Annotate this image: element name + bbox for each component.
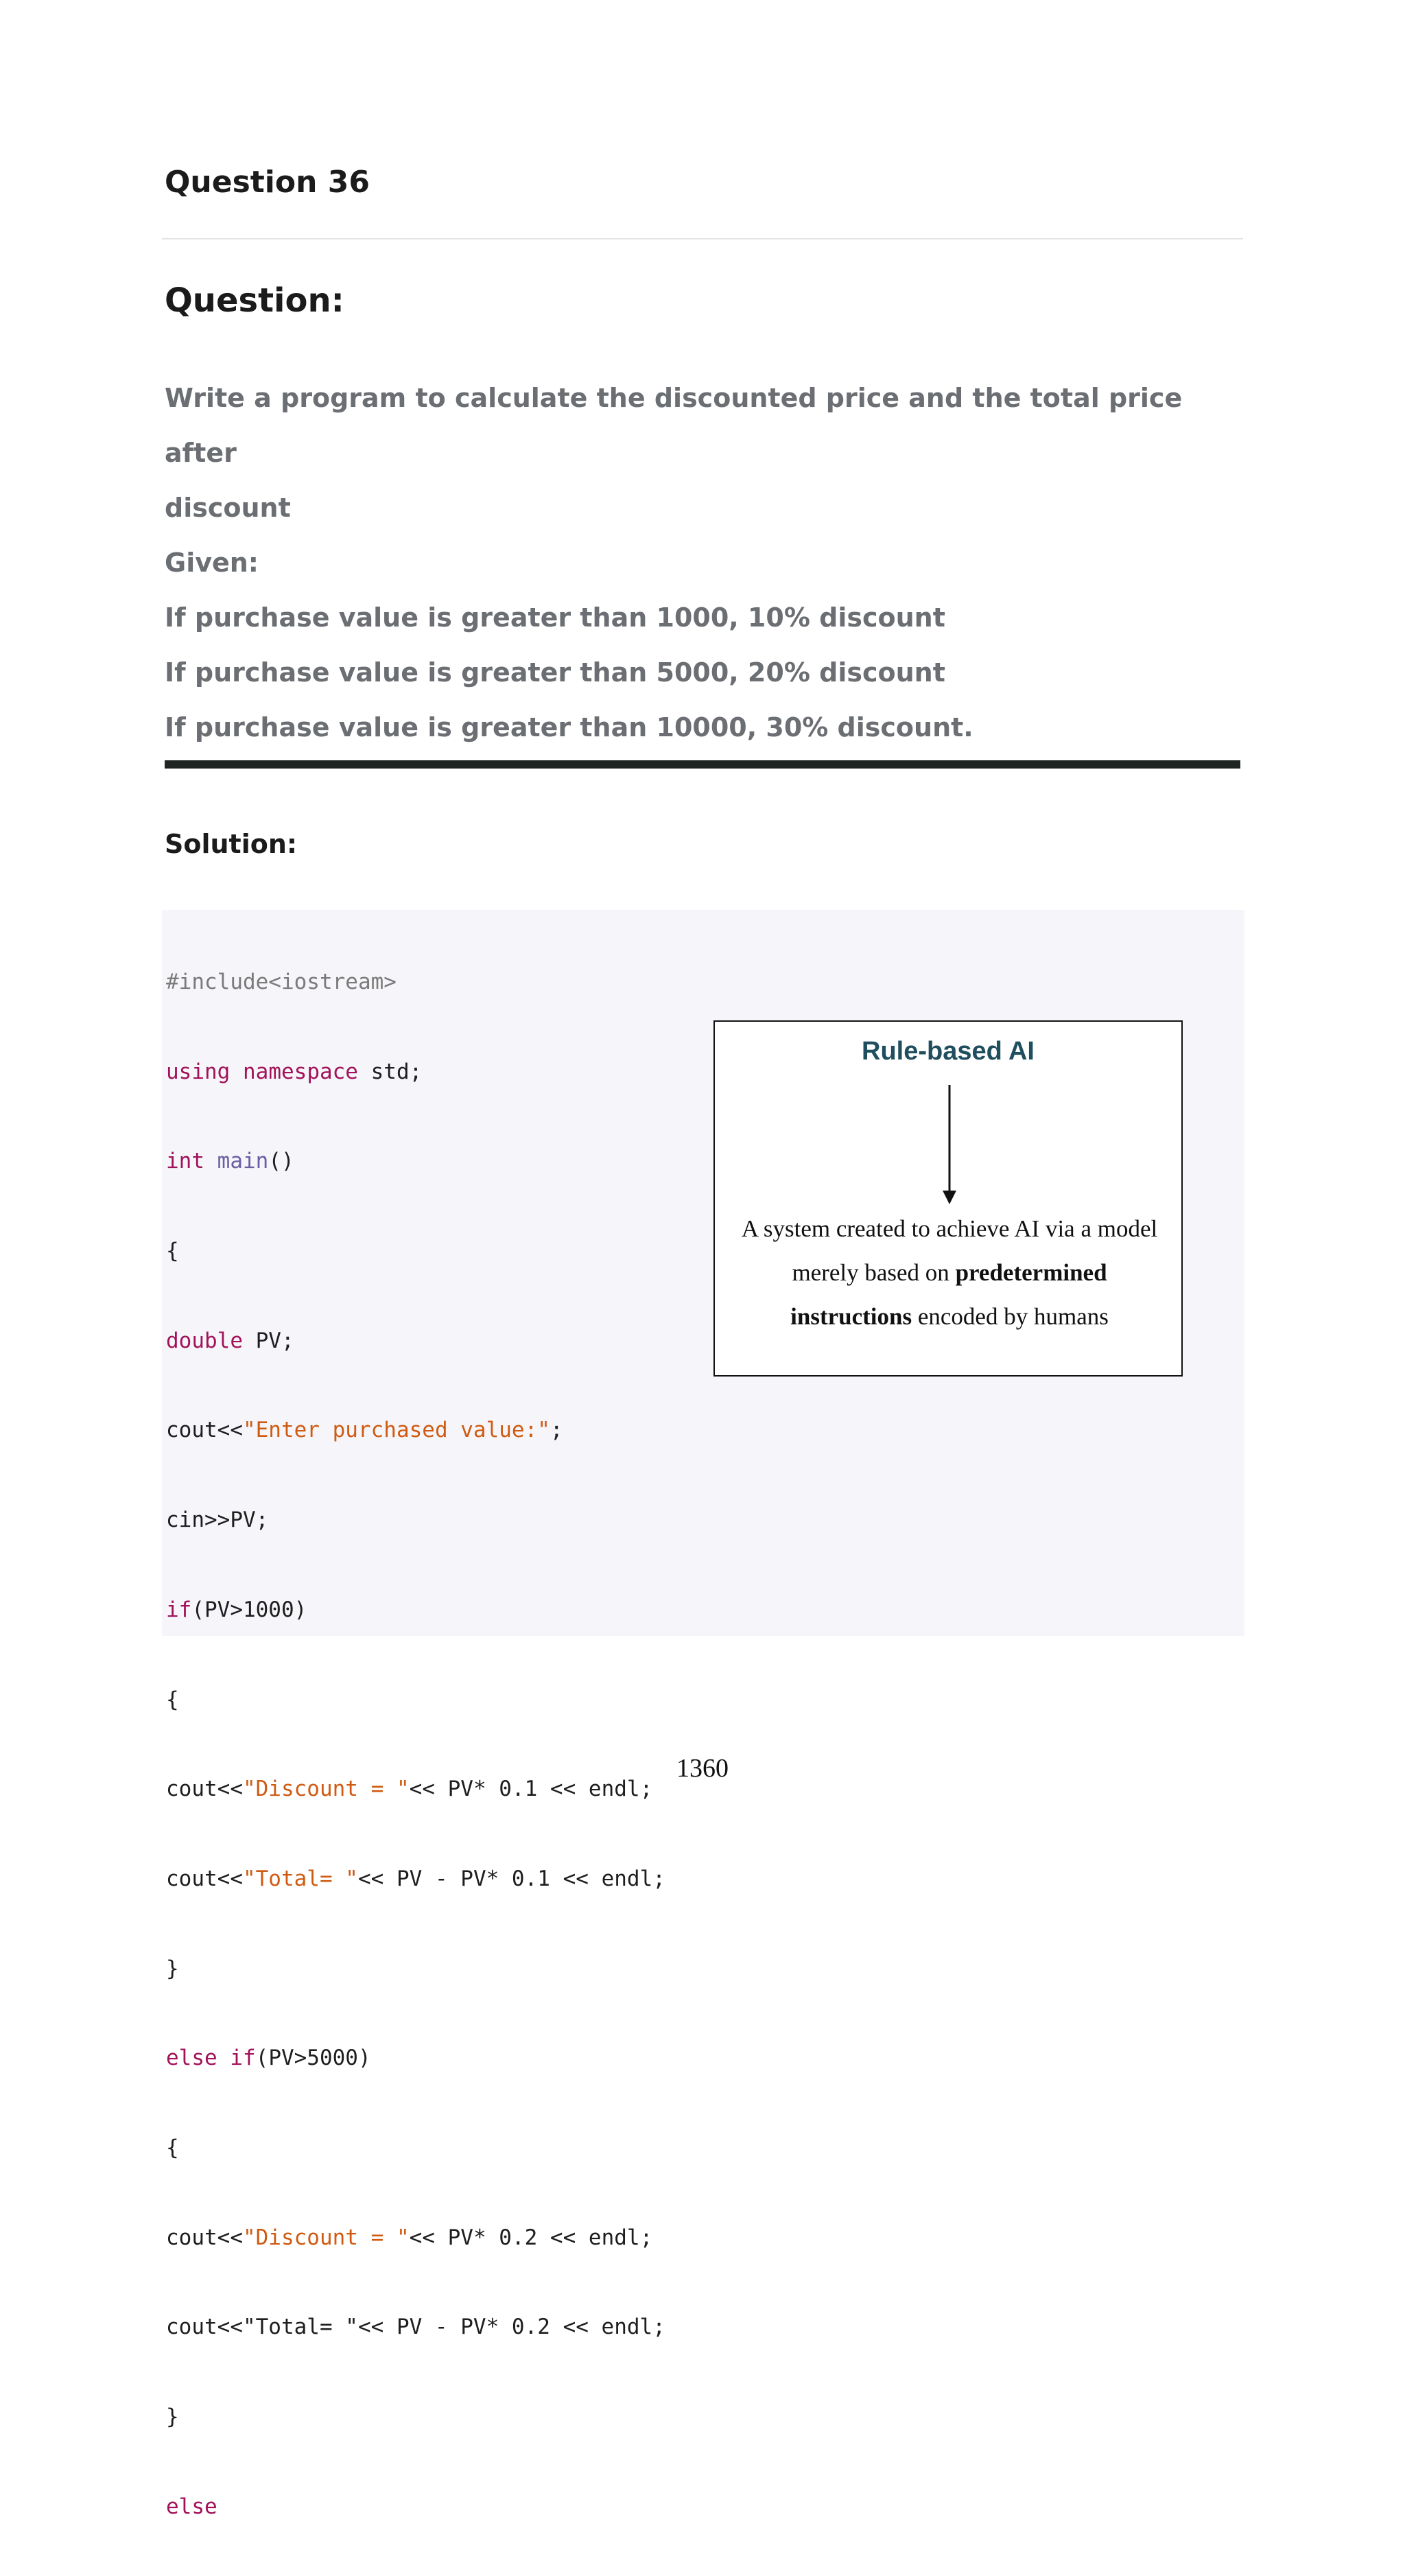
section-divider	[165, 760, 1240, 769]
code-token: (PV>1000)	[191, 1597, 307, 1622]
code-token: cout<<	[166, 2225, 243, 2250]
code-token: double	[166, 1328, 243, 1353]
code-lines	[166, 913, 665, 2576]
code-token: << PV* 0.2 << endl;	[409, 2225, 653, 2250]
code-line	[166, 1410, 665, 1451]
code-line	[166, 2307, 665, 2347]
question-line: If purchase value is greater than 10000, 30% discount.	[165, 712, 973, 742]
code-token: ()	[268, 1149, 294, 1174]
code-token: #include<iostream>	[166, 970, 397, 994]
code-line	[166, 1680, 665, 1720]
code-token: "Total= "	[242, 1866, 358, 1891]
code-line	[166, 1859, 665, 1899]
code-line	[166, 1141, 665, 1182]
question-line: If purchase value is greater than 1000, 10% discount	[165, 602, 945, 633]
code-token	[217, 2046, 231, 2070]
code-token: << PV* 0.1 << endl;	[409, 1777, 653, 1802]
question-heading: Question:	[165, 281, 344, 320]
code-token: "Enter purchased value:"	[242, 1418, 550, 1443]
callout-desc-text: A system created to achieve AI via a model merely based on	[741, 1215, 1158, 1286]
code-token: else	[166, 2046, 217, 2071]
code-token: PV;	[242, 1328, 294, 1353]
code-token: namespace	[243, 1059, 358, 1084]
code-token: else	[166, 2494, 217, 2519]
question-number: Question 36	[165, 165, 370, 200]
question-line: If purchase value is greater than 5000, 20% discount	[165, 657, 945, 688]
header-divider	[162, 238, 1243, 239]
code-line	[166, 2038, 665, 2079]
question-line: Given:	[165, 548, 259, 578]
callout-desc-bold: predetermined instructions	[790, 1259, 1107, 1330]
code-token: {	[166, 2135, 179, 2160]
code-token: int	[166, 1149, 204, 1174]
callout-title: Rule-based AI	[862, 1037, 1035, 1066]
code-token	[230, 1059, 243, 1084]
code-line	[166, 2487, 665, 2527]
code-token	[204, 1149, 217, 1173]
code-token: (PV>5000)	[255, 2046, 371, 2071]
question-body	[165, 371, 1235, 755]
question-line: Write a program to calculate the discounted price and the total price after	[165, 383, 1183, 468]
code-token: cout<<"Total= "<< PV - PV* 0.2 << endl;	[166, 2315, 665, 2340]
solution-heading: Solution:	[165, 829, 298, 859]
code-token: if	[166, 1597, 192, 1622]
code-token: }	[166, 2404, 179, 2429]
code-line	[166, 2218, 665, 2258]
code-token: ;	[550, 1418, 563, 1443]
callout-desc-text: encoded by humans	[912, 1303, 1109, 1330]
rule-based-ai-callout	[713, 1020, 1183, 1377]
code-token: std;	[357, 1059, 423, 1084]
code-token: {	[166, 1239, 179, 1264]
code-line	[166, 1321, 665, 1361]
code-line	[166, 1500, 665, 1541]
code-line	[166, 1590, 665, 1630]
code-token: using	[166, 1059, 231, 1084]
callout-description	[729, 1207, 1170, 1339]
code-token: if	[230, 2046, 256, 2071]
code-token: << PV - PV* 0.1 << endl;	[357, 1866, 665, 1891]
code-token: main	[217, 1149, 269, 1174]
code-token: {	[166, 1687, 179, 1712]
code-line	[166, 1949, 665, 1989]
code-line	[166, 2128, 665, 2168]
code-line	[166, 2397, 665, 2437]
code-token: cout<<	[166, 1777, 243, 1802]
code-token: cout<<	[166, 1866, 243, 1891]
page-number: 1360	[676, 1754, 729, 1783]
question-line: discount	[165, 493, 291, 523]
code-line	[166, 1231, 665, 1272]
code-token: cout<<	[166, 1418, 243, 1443]
code-line	[166, 1052, 665, 1092]
code-token: cin>>PV;	[166, 1508, 269, 1533]
code-line	[166, 962, 665, 1003]
down-arrow-icon	[934, 1084, 965, 1207]
code-token: }	[166, 1956, 179, 1981]
code-token: "Discount = "	[242, 2225, 410, 2250]
code-token: "Discount = "	[242, 1777, 410, 1802]
